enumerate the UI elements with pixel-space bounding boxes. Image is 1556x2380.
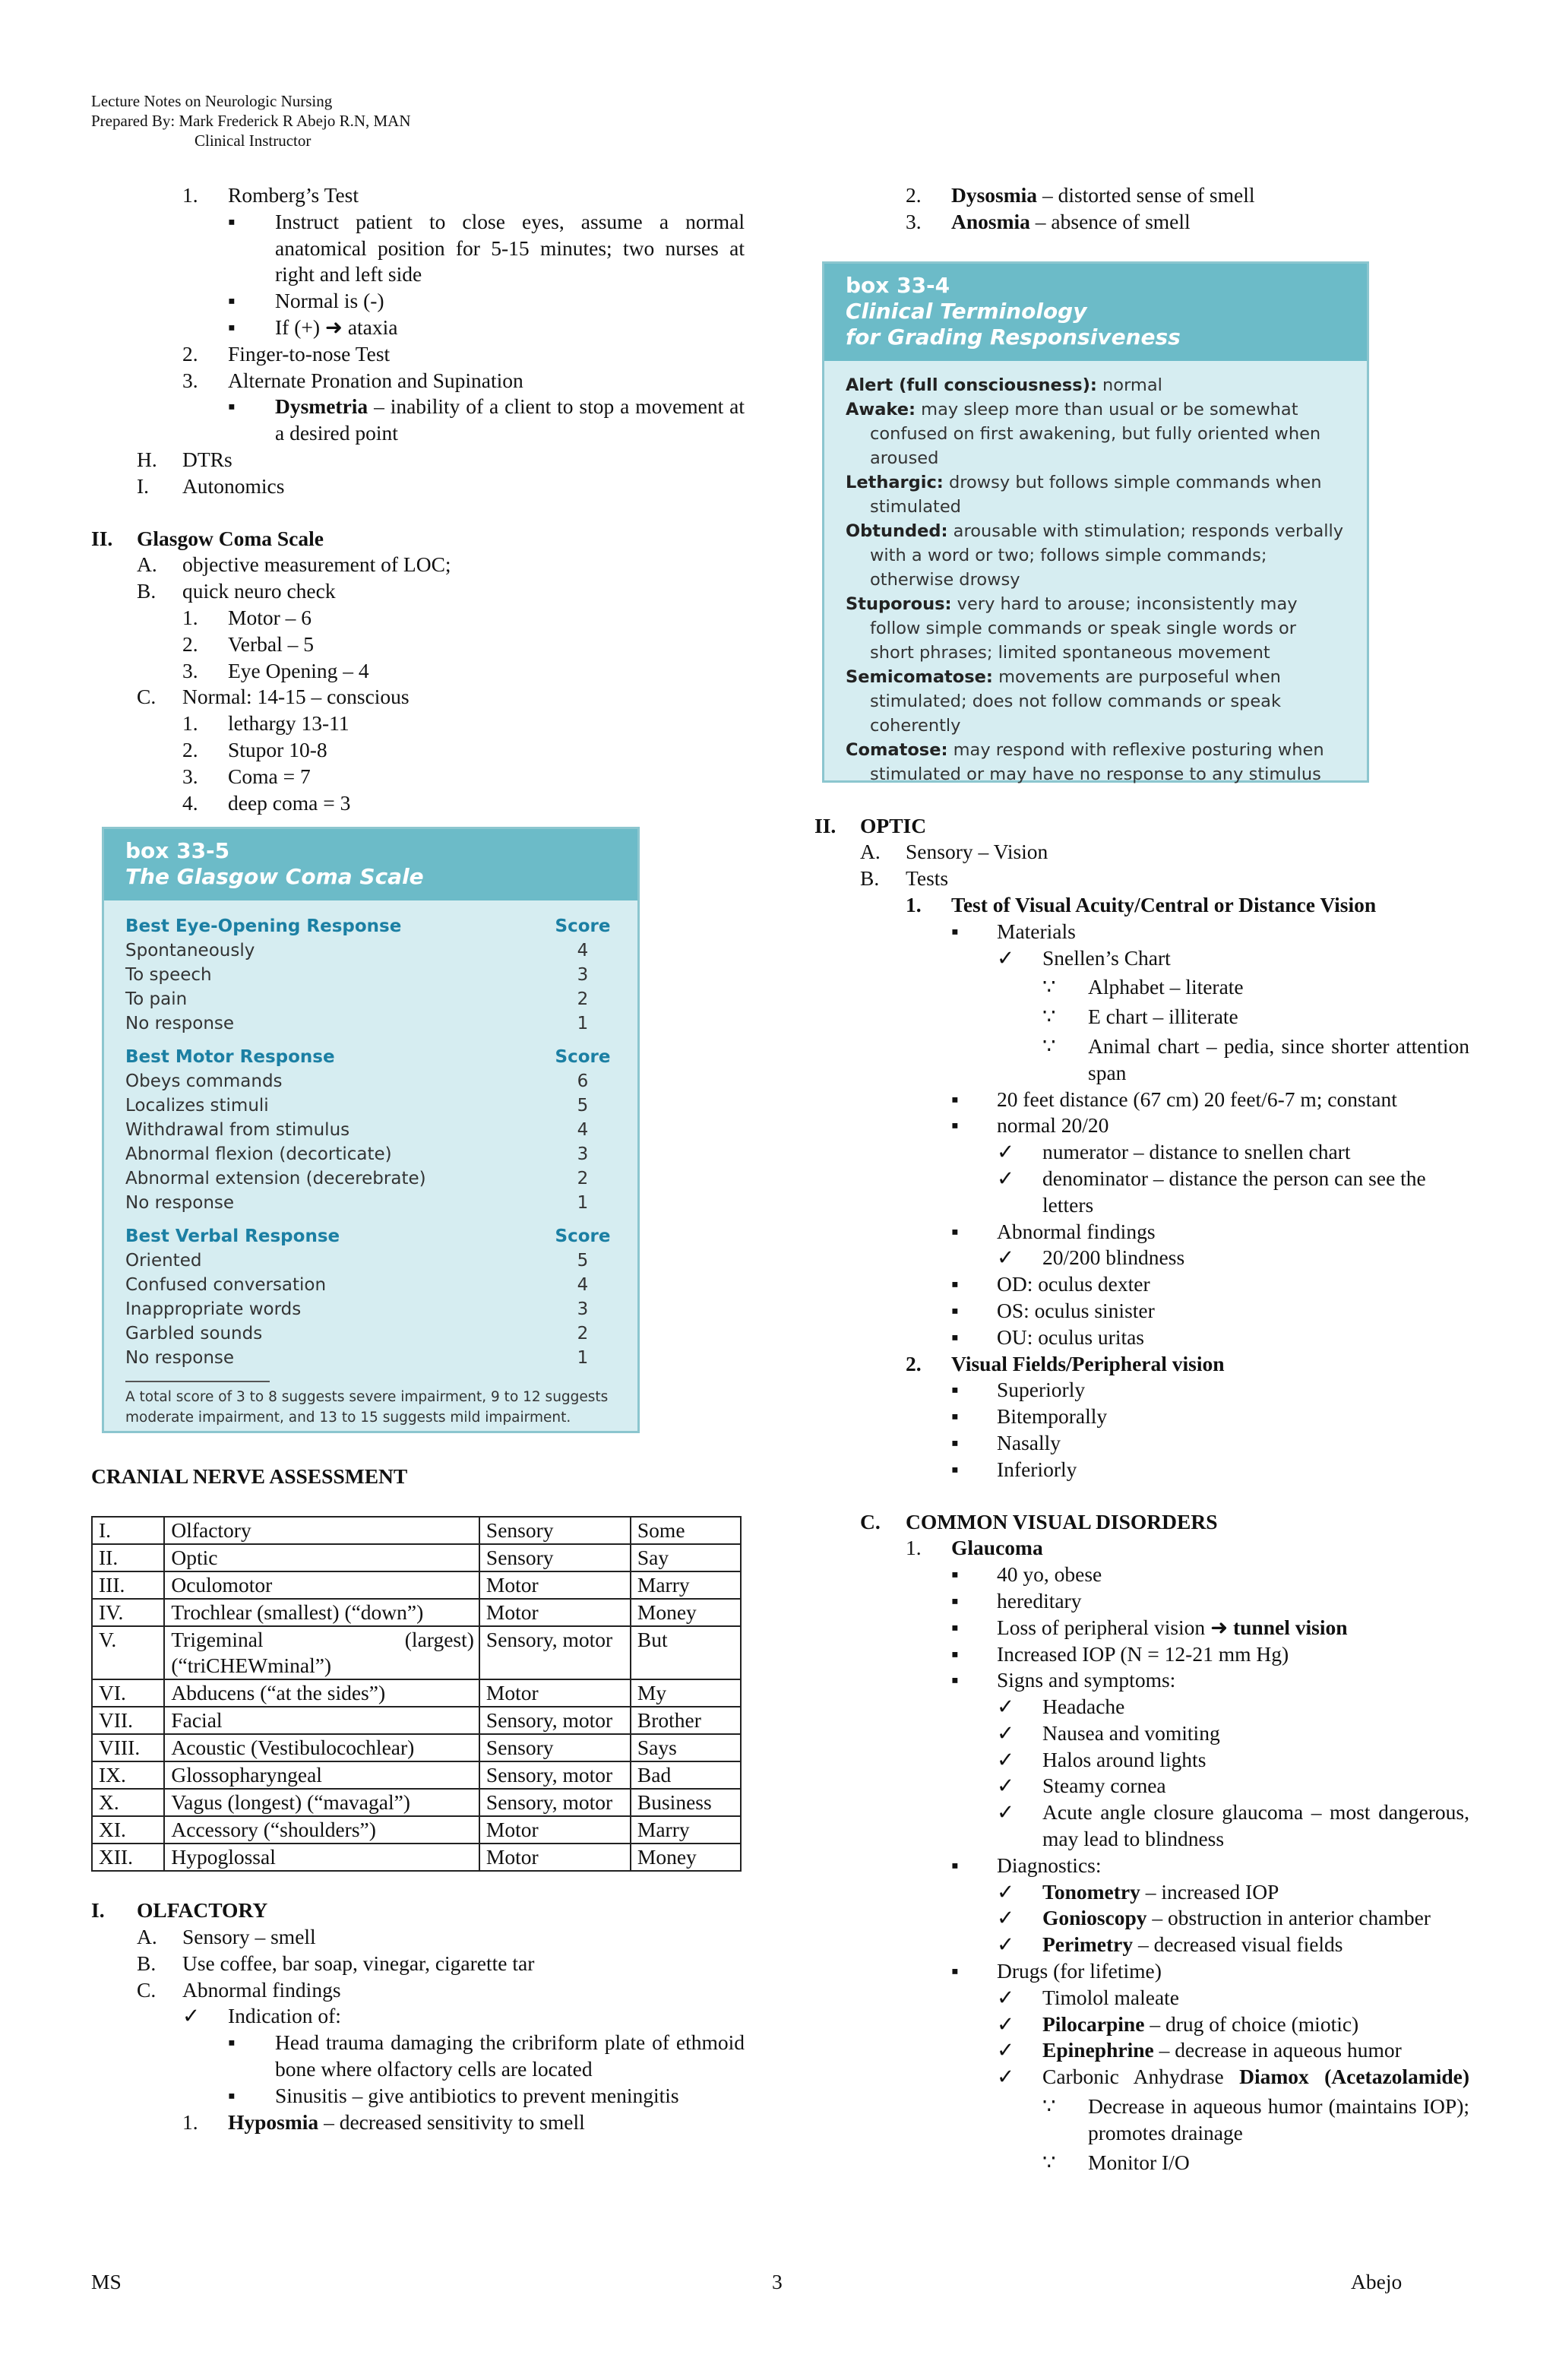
list-item: ✓ Perimetry – decreased visual fields: [997, 1932, 1469, 1958]
table-cell: Brother: [631, 1707, 741, 1734]
check-icon: ✓: [182, 2004, 201, 2028]
table-cell: V.: [92, 1626, 164, 1679]
table-cell: Marry: [631, 1816, 741, 1844]
table-cell: VI.: [92, 1679, 164, 1707]
check-icon: ✓: [997, 1695, 1015, 1719]
page-header: [91, 91, 411, 150]
list-item: ✓ Steamy cornea: [997, 1773, 1469, 1799]
list-item: ▪ Signs and symptoms:: [951, 1667, 1469, 1694]
left-column: [91, 182, 745, 2135]
list-item: ▪ Sinusitis – give antibiotics to prevent meningitis: [228, 2083, 745, 2109]
list-item: 1. Romberg’s Test: [182, 183, 359, 207]
list-item: ▪ OD: oculus dexter: [951, 1271, 1469, 1298]
verbal-response-list: [125, 1249, 616, 1370]
list-item: 3. Alternate Pronation and Supination: [182, 368, 523, 392]
square-bullet-icon: ▪: [951, 1668, 959, 1692]
list-item: 2. Stupor 10-8: [182, 737, 327, 761]
check-icon: ✓: [997, 1985, 1015, 2009]
table-cell: Vagus (longest) (“mavagal”): [164, 1789, 479, 1816]
square-bullet-icon: ▪: [951, 1272, 959, 1296]
list-item: ∵ E chart – illiterate: [1042, 1004, 1469, 1030]
list-item: ✓ numerator – distance to snellen chart: [997, 1139, 1469, 1166]
check-icon: ✓: [997, 1932, 1015, 1957]
table-cell: Bad: [631, 1761, 741, 1789]
terminology-item: Obtunded: arousable with stimulation; responds verbally with a word or two; follows simple commands; otherwise drowsy: [846, 521, 1344, 590]
list-item: ▪ Diagnostics:: [951, 1853, 1469, 1879]
table-cell: Optic: [164, 1544, 479, 1571]
list-item: ▪ Abnormal findings: [951, 1219, 1469, 1245]
table-cell: But: [631, 1626, 741, 1679]
list-item: ▪ Superiorly: [951, 1377, 1469, 1404]
list-item: ▪ Materials: [951, 919, 1469, 945]
list-item: A. Sensory – Vision: [860, 840, 1048, 864]
list-item: ✓ Carbonic Anhydrase Diamox (Acetazolamide): [997, 2064, 1469, 2090]
square-bullet-icon: ▪: [951, 1641, 959, 1666]
check-icon: ✓: [997, 1140, 1015, 1164]
table-cell: Motor: [479, 1571, 631, 1599]
list-item: ∵ Monitor I/O: [1042, 2150, 1469, 2176]
table-cell: Trochlear (smallest) (“down”): [164, 1599, 479, 1626]
table-cell: Motor: [479, 1679, 631, 1707]
table-cell: Trigeminal (largest) (“triCHEWminal”): [164, 1626, 479, 1679]
list-item: A. Sensory – smell: [137, 1924, 316, 1948]
list-item: ▪ Normal is (-): [228, 288, 745, 315]
square-bullet-icon: ▪: [228, 2083, 236, 2107]
motor-response-list: [125, 1069, 616, 1215]
because-icon: ∵: [1042, 2150, 1056, 2174]
list-item: 1. Test of Visual Acuity/Central or Distance Vision: [906, 892, 1377, 916]
list-item: 1. Motor – 6: [182, 605, 312, 629]
square-bullet-icon: ▪: [951, 1378, 959, 1402]
section-heading-gcs: II. Glasgow Coma Scale: [91, 526, 324, 550]
gcs-score-row: To pain 2: [125, 989, 589, 1010]
table-cell: Motor: [479, 1844, 631, 1871]
gcs-score-row: Oriented 5: [125, 1251, 589, 1271]
table-cell: IV.: [92, 1599, 164, 1626]
table-cell: Sensory: [479, 1544, 631, 1571]
cranial-nerve-table: [91, 1516, 742, 1872]
because-icon: ∵: [1042, 2094, 1056, 2119]
check-icon: ✓: [997, 1166, 1015, 1190]
square-bullet-icon: ▪: [951, 1588, 959, 1613]
check-icon: ✓: [997, 1774, 1015, 1798]
box-header: box 33-5 The Glasgow Coma Scale: [104, 829, 637, 900]
table-cell: XII.: [92, 1844, 164, 1871]
table-cell: Some: [631, 1517, 741, 1544]
gcs-score-row: Confused conversation 4: [125, 1275, 589, 1296]
square-bullet-icon: ▪: [951, 1219, 959, 1243]
square-bullet-icon: ▪: [951, 1087, 959, 1111]
square-bullet-icon: ▪: [951, 1325, 959, 1349]
list-item: 3. Coma = 7: [182, 764, 311, 788]
table-row: [92, 1707, 741, 1734]
gcs-score-row: Garbled sounds 2: [125, 1324, 589, 1344]
table-cell: X.: [92, 1789, 164, 1816]
list-item: ✓ 20/200 blindness: [997, 1245, 1469, 1271]
gcs-score-row: Obeys commands 6: [125, 1071, 589, 1092]
divider: [125, 1381, 270, 1382]
table-row: [92, 1599, 741, 1626]
list-item: ▪ Head trauma damaging the cribriform plate of ethmoid bone where olfactory cells are located: [228, 2030, 745, 2081]
terminology-item: Comatose: may respond with reflexive posturing when stimulated or may have no response to any stimulus: [846, 739, 1324, 784]
check-icon: ✓: [997, 2038, 1015, 2062]
gcs-score-row: Spontaneously 4: [125, 941, 589, 961]
table-row: [92, 1761, 741, 1789]
table-row: [92, 1679, 741, 1707]
square-bullet-icon: ▪: [228, 2030, 236, 2055]
table-cell: Accessory (“shoulders”): [164, 1816, 479, 1844]
square-bullet-icon: ▪: [951, 1853, 959, 1877]
list-item: ✓ denominator – distance the person can see the letters: [997, 1166, 1426, 1217]
gcs-score-row: No response 1: [125, 1193, 589, 1214]
list-item: 1. Glaucoma: [906, 1536, 1043, 1560]
list-item: ✓ Acute angle closure glaucoma – most dangerous, may lead to blindness: [997, 1800, 1469, 1851]
square-bullet-icon: ▪: [951, 1298, 959, 1322]
list-item: 4. deep coma = 3: [182, 790, 351, 815]
table-cell: Glossopharyngeal: [164, 1761, 479, 1789]
list-item: B. quick neuro check: [137, 579, 336, 603]
header-author-role: Clinical Instructor: [194, 131, 312, 150]
table-row: [92, 1816, 741, 1844]
eye-response-list: [125, 938, 616, 1036]
square-bullet-icon: ▪: [228, 209, 236, 233]
list-item: ▪ Nasally: [951, 1430, 1469, 1457]
check-icon: ✓: [997, 1800, 1015, 1825]
list-item: 1. lethargy 13-11: [182, 711, 349, 736]
list-item: ✓ Timolol maleate: [997, 1985, 1469, 2011]
table-cell: My: [631, 1679, 741, 1707]
check-icon: ✓: [997, 2011, 1015, 2036]
table-cell: Oculomotor: [164, 1571, 479, 1599]
list-item: 2. Finger-to-nose Test: [182, 341, 391, 366]
list-item: ✓ Tonometry – increased IOP: [997, 1879, 1469, 1906]
list-item: ✓ Epinephrine – decrease in aqueous humor: [997, 2037, 1469, 2064]
list-item: ▪ Instruct patient to close eyes, assume a normal anatomical position for 5-15 minutes; two nurses at right and left side: [228, 209, 745, 286]
right-arrow-icon: ➜: [1210, 1615, 1229, 1639]
responsiveness-terminology-box: [822, 261, 1369, 783]
list-item: 2. Verbal – 5: [182, 631, 315, 656]
table-row: [92, 1789, 741, 1816]
table-cell: III.: [92, 1571, 164, 1599]
list-item: ∵ Animal chart – pedia, since shorter attention span: [1042, 1033, 1469, 1084]
table-row: [92, 1626, 741, 1679]
square-bullet-icon: ▪: [951, 1404, 959, 1429]
table-cell: Marry: [631, 1571, 741, 1599]
section-heading-olfactory: I. OLFACTORY: [91, 1898, 268, 1923]
table-cell: Motor: [479, 1599, 631, 1626]
table-cell: Hypoglossal: [164, 1844, 479, 1871]
list-item: ▪ Increased IOP (N = 12-21 mm Hg): [951, 1641, 1469, 1668]
list-item: ▪ Drugs (for lifetime): [951, 1958, 1469, 1985]
right-column: [814, 182, 1469, 2176]
check-icon: ✓: [997, 1747, 1015, 1771]
square-bullet-icon: ▪: [951, 1430, 959, 1454]
list-item: ∵ Decrease in aqueous humor (maintains IOP); promotes drainage: [1042, 2094, 1469, 2144]
list-item: ✓ Indication of:: [182, 2003, 745, 2030]
list-item: ✓ Headache: [997, 1694, 1469, 1720]
list-item: ▪ Dysmetria – inability of a client to stop a movement at a desired point: [228, 394, 745, 445]
list-item: 3. Eye Opening – 4: [182, 658, 369, 682]
list-item: 2. Dysosmia – distorted sense of smell: [906, 183, 1255, 207]
terminology-item: Semicomatose: movements are purposeful when stimulated; does not follow commands or speak coherently: [846, 666, 1281, 736]
list-item: ▪ 20 feet distance (67 cm) 20 feet/6-7 m; constant: [951, 1087, 1469, 1113]
table-cell: Money: [631, 1599, 741, 1626]
gcs-score-row: No response 1: [125, 1014, 589, 1034]
because-icon: ∵: [1042, 1005, 1056, 1029]
table-cell: Money: [631, 1844, 741, 1871]
list-item: C. Normal: 14-15 – conscious: [137, 685, 410, 709]
terminology-item: Lethargic: drowsy but follows simple commands when stimulated: [846, 472, 1322, 517]
motor-response-heading: Best Motor Response Score: [125, 1047, 611, 1068]
terminology-item: Alert (full consciousness): normal: [846, 375, 1162, 395]
table-row: [92, 1734, 741, 1761]
list-item: ▪ normal 20/20: [951, 1112, 1469, 1139]
list-item: H. DTRs: [137, 447, 232, 471]
table-cell: Sensory, motor: [479, 1707, 631, 1734]
table-row: [92, 1844, 741, 1871]
list-item: C. Abnormal findings: [137, 1977, 341, 2002]
list-item: ▪ Bitemporally: [951, 1404, 1469, 1430]
terminology-item: Stuporous: very hard to arouse; inconsistently may follow simple commands or speak single words or short phrases; limited spontaneous movement: [846, 593, 1298, 663]
gcs-score-row: Inappropriate words 3: [125, 1299, 589, 1320]
table-cell: VIII.: [92, 1734, 164, 1761]
table-cell: Sensory: [479, 1734, 631, 1761]
box-body: [824, 361, 1367, 786]
list-item: 2. Visual Fields/Peripheral vision: [906, 1351, 1225, 1375]
square-bullet-icon: ▪: [951, 919, 959, 943]
header-author: Prepared By: Mark Frederick R Abejo R.N, MAN: [91, 112, 411, 130]
square-bullet-icon: ▪: [228, 315, 236, 339]
footer-right: Abejo: [1351, 2270, 1403, 2293]
gcs-score-row: To speech 3: [125, 965, 589, 986]
cranial-nerve-title: CRANIAL NERVE ASSESSMENT: [91, 1464, 408, 1489]
square-bullet-icon: ▪: [951, 1457, 959, 1481]
check-icon: ✓: [997, 1720, 1015, 1745]
section-heading-optic: II. OPTIC: [814, 813, 927, 837]
check-icon: ✓: [997, 945, 1015, 970]
square-bullet-icon: ▪: [228, 289, 236, 313]
list-item: ✓ Gonioscopy – obstruction in anterior chamber: [997, 1905, 1469, 1932]
check-icon: ✓: [997, 1906, 1015, 1930]
because-icon: ∵: [1042, 975, 1056, 999]
check-icon: ✓: [997, 1245, 1015, 1270]
list-item: ✓ Halos around lights: [997, 1747, 1469, 1774]
table-cell: Business: [631, 1789, 741, 1816]
gcs-score-row: Abnormal flexion (decorticate) 3: [125, 1144, 589, 1165]
box-header: box 33-4 Clinical Terminology for Grading Responsiveness: [824, 264, 1367, 361]
terminology-item: Awake: may sleep more than usual or be somewhat confused on first awakening, but fully oriented when aroused: [846, 399, 1321, 468]
table-cell: XI.: [92, 1816, 164, 1844]
list-item: ✓ Pilocarpine – drug of choice (miotic): [997, 2011, 1469, 2038]
gcs-score-row: Withdrawal from stimulus 4: [125, 1120, 589, 1141]
list-item: ▪ OS: oculus sinister: [951, 1298, 1469, 1325]
table-cell: Acoustic (Vestibulocochlear): [164, 1734, 479, 1761]
list-item: B. Use coffee, bar soap, vinegar, cigarette tar: [137, 1951, 535, 1975]
table-cell: Facial: [164, 1707, 479, 1734]
table-cell: I.: [92, 1517, 164, 1544]
square-bullet-icon: ▪: [951, 1113, 959, 1138]
box-body: [104, 900, 637, 1428]
list-item: ▪ Loss of peripheral vision ➜ tunnel vision: [951, 1615, 1469, 1641]
list-item: ∵ Alphabet – literate: [1042, 974, 1469, 1001]
square-bullet-icon: ▪: [951, 1562, 959, 1587]
list-item: A. objective measurement of LOC;: [137, 552, 451, 577]
square-bullet-icon: ▪: [228, 394, 236, 419]
because-icon: ∵: [1042, 1033, 1056, 1058]
table-cell: Sensory, motor: [479, 1761, 631, 1789]
square-bullet-icon: ▪: [951, 1959, 959, 1983]
table-cell: Sensory: [479, 1517, 631, 1544]
page-number: 3: [772, 2270, 783, 2293]
glasgow-coma-scale-box: [102, 827, 640, 1433]
table-cell: Sensory, motor: [479, 1626, 631, 1679]
list-item: ▪ hereditary: [951, 1588, 1469, 1615]
gcs-footnote: A total score of 3 to 8 suggests severe impairment, 9 to 12 suggests moderate impairment, and 13 to 15 suggests mild impairment.: [125, 1389, 609, 1426]
list-item: ▪ Inferiorly: [951, 1457, 1469, 1483]
list-item: 3. Anosmia – absence of smell: [906, 209, 1191, 233]
eye-response-heading: Best Eye-Opening Response Score: [125, 916, 611, 937]
table-cell: VII.: [92, 1707, 164, 1734]
list-item: B. Tests: [860, 866, 949, 891]
list-item: ▪ 40 yo, obese: [951, 1562, 1469, 1588]
gcs-score-row: Abnormal extension (decerebrate) 2: [125, 1169, 589, 1189]
table-cell: Say: [631, 1544, 741, 1571]
table-row: [92, 1571, 741, 1599]
table-cell: Says: [631, 1734, 741, 1761]
list-item: ▪ OU: oculus uritas: [951, 1325, 1469, 1351]
list-item: ✓ Snellen’s Chart: [997, 945, 1469, 972]
table-row: [92, 1544, 741, 1571]
table-cell: Olfactory: [164, 1517, 479, 1544]
list-item: I. Autonomics: [137, 473, 285, 498]
verbal-response-heading: Best Verbal Response Score: [125, 1226, 611, 1247]
gcs-score-row: Localizes stimuli 5: [125, 1096, 589, 1116]
check-icon: ✓: [997, 2065, 1015, 2089]
right-arrow-icon: ➜: [324, 315, 343, 339]
table-cell: Motor: [479, 1816, 631, 1844]
list-item: ▪ If (+) ➜ ataxia: [228, 315, 745, 341]
table-row: [92, 1517, 741, 1544]
table-cell: Abducens (“at the sides”): [164, 1679, 479, 1707]
section-heading-visual-disorders: C. COMMON VISUAL DISORDERS: [860, 1509, 1218, 1533]
table-cell: IX.: [92, 1761, 164, 1789]
header-lecture-title: Lecture Notes on Neurologic Nursing: [91, 92, 333, 110]
list-item: ✓ Nausea and vomiting: [997, 1720, 1469, 1747]
check-icon: ✓: [997, 1879, 1015, 1904]
footer-left: MS: [91, 2270, 122, 2293]
table-cell: Sensory, motor: [479, 1789, 631, 1816]
list-item: 1. Hyposmia – decreased sensitivity to smell: [182, 2109, 585, 2134]
table-cell: II.: [92, 1544, 164, 1571]
square-bullet-icon: ▪: [951, 1615, 959, 1639]
gcs-score-row: No response 1: [125, 1348, 589, 1369]
